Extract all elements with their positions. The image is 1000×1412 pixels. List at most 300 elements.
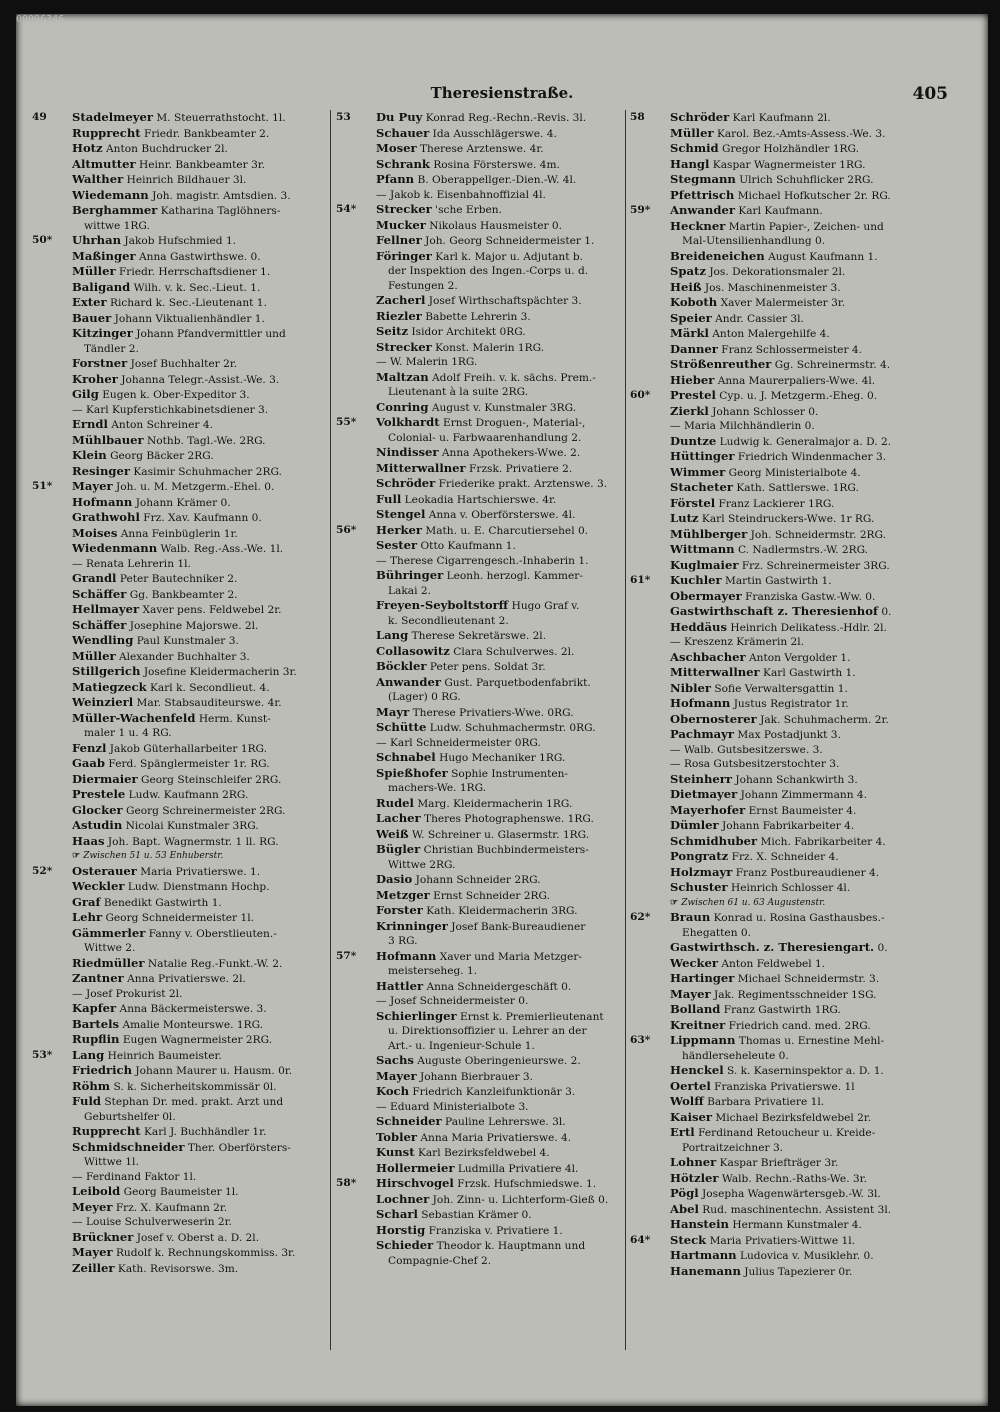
occupation-floor: Friedrich Kanzleifunktionär 3. <box>412 1086 576 1098</box>
house-number: 60* <box>630 389 651 401</box>
occupation-floor: Karl k. Major u. Adjutant b. <box>435 250 583 263</box>
directory-entry <box>32 448 324 464</box>
occupation-floor: S. k. Kaserninspektor a. D. 1. <box>727 1065 884 1077</box>
surname: Obernosterer <box>670 711 757 726</box>
directory-entry <box>630 620 922 636</box>
directory-entry <box>630 311 922 327</box>
surname: Prestele <box>72 787 126 801</box>
occupation-floor: Ludovica v. Musiklehr. 0. <box>739 1250 874 1262</box>
directory-entry <box>336 842 628 858</box>
directory-entry <box>336 249 628 265</box>
entry-continuation: Ehegatten 0. <box>682 926 752 939</box>
surname: Böckler <box>376 659 427 673</box>
directory-entry <box>630 1079 922 1095</box>
occupation-floor: Walb. Rechn.-Raths-We. 3r. <box>721 1172 867 1185</box>
occupation-floor: Julius Tapezierer 0r. <box>744 1265 853 1278</box>
directory-entry <box>32 157 324 173</box>
surname: Pachmayr <box>670 727 735 741</box>
directory-entry <box>32 956 324 972</box>
surname: Bügler <box>376 842 421 856</box>
surname: Sachs <box>376 1053 414 1067</box>
surname: Graf <box>72 894 101 909</box>
column-rule <box>330 110 331 1350</box>
occupation-floor: Anna v. Oberförsterswe. 4l. <box>428 509 576 521</box>
occupation-floor: Jak. Schuhmacherm. 2r. <box>760 713 889 726</box>
occupation-floor: Walb. Reg.-Ass.-We. 1l. <box>160 543 284 555</box>
occupation-floor: Kath. Revisorswe. 3m. <box>117 1262 239 1275</box>
occupation-floor: Josef v. Oberst a. D. 2l. <box>136 1231 260 1244</box>
occupation-floor: Karl Gastwirth 1. <box>763 667 856 679</box>
house-number: 54* <box>336 203 357 215</box>
occupation-floor: Joh. Schneidermstr. 2RG. <box>750 528 886 541</box>
occupation-floor: Georg Baumeister 1l. <box>123 1186 239 1198</box>
occupation-floor: Ernst k. Premierlieutenant <box>459 1010 604 1023</box>
occupation-floor: Michael Hofkutscher 2r. RG. <box>737 189 891 202</box>
occupation-floor: Georg Ministerialbote 4. <box>728 466 861 479</box>
directory-entry <box>32 787 324 803</box>
surname: Hanstein <box>670 1217 729 1231</box>
surname: Stegmann <box>670 172 736 186</box>
occupation-floor: Karol. Bez.-Amts-Assess.-We. 3. <box>716 127 886 140</box>
directory-entry <box>630 434 922 450</box>
surname: Schneider <box>376 1114 442 1128</box>
directory-entry <box>32 495 324 511</box>
surname: Strecker <box>376 202 432 216</box>
directory-entry <box>630 604 922 620</box>
directory-entry <box>336 172 628 188</box>
directory-entry <box>336 1069 628 1085</box>
occupation-floor: Anna Maurerpaliers-Wwe. 4l. <box>717 374 876 387</box>
directory-entry <box>630 650 922 666</box>
surname: Schmid <box>670 141 719 155</box>
surname: Moser <box>376 141 417 155</box>
directory-entry <box>32 295 324 311</box>
directory-entry <box>630 987 922 1003</box>
surname: Kitzinger <box>72 326 133 340</box>
directory-entry <box>32 526 324 542</box>
directory-entry <box>336 1238 628 1254</box>
occupation-floor: Jos. Dekorationsmaler 2l. <box>709 266 846 278</box>
entry-continuation: Wittwe 2RG. <box>388 858 456 871</box>
entry-related-person: — Karl Kupferstichkabinetsdiener 3. <box>72 403 269 416</box>
surname: Bühringer <box>376 568 444 582</box>
directory-entry <box>32 971 324 987</box>
entry-continuation: (Lager) 0 RG. <box>388 691 461 703</box>
occupation-floor: Mich. Fabrikarbeiter 4. <box>760 835 886 848</box>
occupation-floor: Johann Bierbrauer 3. <box>419 1070 534 1083</box>
directory-entry <box>32 803 324 819</box>
surname: Heckner <box>670 218 726 233</box>
directory-page <box>16 14 988 1406</box>
occupation-floor: Sofie Verwaltersgattin 1. <box>714 682 848 695</box>
entry-continuation: Mal-Utensilienhandlung 0. <box>682 235 826 247</box>
surname: Kuglmaier <box>670 557 739 572</box>
occupation-floor: Frz. X. Schneider 4. <box>731 851 839 863</box>
occupation-floor: Joh. Georg Schneidermeister 1. <box>425 235 595 247</box>
occupation-floor: Friedr. Bankbeamter 2. <box>143 127 270 140</box>
occupation-floor: Karl J. Buchhändler 1r. <box>143 1126 267 1138</box>
directory-entry <box>630 219 922 235</box>
surname: Prestel <box>670 388 716 402</box>
occupation-floor: Martin Papier-, Zeichen- und <box>728 220 884 233</box>
directory-entry <box>630 787 922 803</box>
occupation-floor: Johann Schlosser 0. <box>712 405 819 418</box>
directory-entry <box>336 568 628 584</box>
entry-continuation: Portraitzeichner 3. <box>682 1141 784 1154</box>
directory-entry <box>630 527 922 543</box>
entry-related-person: — Walb. Gutsbesitzerswe. 3. <box>670 743 823 756</box>
surname: Hotz <box>72 141 103 155</box>
occupation-floor: Michael Bezirksfeldwebel 2r. <box>715 1111 872 1124</box>
directory-entry <box>630 1125 922 1141</box>
directory-entry <box>336 1207 628 1223</box>
directory-entry <box>630 803 922 819</box>
entry-continuation: k. Secondlieutenant 2. <box>388 614 509 627</box>
surname: Full <box>376 491 402 506</box>
occupation-floor: Johann Viktualienhändler 1. <box>114 312 265 325</box>
surname: Pongratz <box>670 849 729 863</box>
directory-entry <box>32 1048 324 1064</box>
occupation-floor: Theodor k. Hauptmann und <box>436 1240 586 1252</box>
page-number: 405 <box>912 84 948 104</box>
entry-continuation: Wittwe 2. <box>84 942 136 954</box>
directory-entry <box>630 542 922 558</box>
occupation-floor: Thomas u. Ernestine Mehl- <box>738 1035 885 1047</box>
occupation-floor: Rosina Försterswe. 4m. <box>433 158 560 171</box>
directory-entry <box>630 727 922 743</box>
directory-entry <box>32 571 324 587</box>
entry-related-person: — W. Malerin 1RG. <box>376 356 478 368</box>
surname: Riezler <box>376 308 422 323</box>
occupation-floor: Ludmilla Privatiere 4l. <box>457 1162 579 1175</box>
directory-entry <box>32 464 324 480</box>
surname: Freyen-Seyboltstorff <box>376 598 509 612</box>
directory-entry <box>336 705 628 721</box>
directory-entry <box>32 1001 324 1017</box>
directory-entry <box>32 618 324 634</box>
directory-entry <box>336 919 628 935</box>
surname: Erndl <box>72 417 108 431</box>
house-number: 59* <box>630 204 651 216</box>
entry-related-person: — Renata Lehrerin 1l. <box>72 557 191 570</box>
surname: Mayerhofer <box>670 802 746 817</box>
surname: Dasio <box>376 872 413 886</box>
surname: Müller <box>670 125 714 140</box>
directory-entry <box>32 910 324 926</box>
entry-related-person: — Rosa Gutsbesitzerstochter 3. <box>670 758 840 770</box>
entry-related-person: — Kreszenz Krämerin 2l. <box>670 636 805 648</box>
directory-entry <box>32 541 324 557</box>
occupation-floor: Natalie Reg.-Funkt.-W. 2. <box>147 957 283 970</box>
surname: Mühlberger <box>670 526 748 541</box>
directory-entry <box>32 417 324 433</box>
house-number: 52* <box>32 864 53 877</box>
directory-entry <box>336 340 628 356</box>
entry-continuation: Art.- u. Ingenieur-Schule 1. <box>388 1039 535 1052</box>
occupation-floor: Friederike prakt. Arztenswe. 3. <box>438 478 608 490</box>
house-number: 56* <box>336 523 357 536</box>
surname: Hofmann <box>72 494 133 509</box>
entry-continuation: Lakai 2. <box>388 584 431 597</box>
directory-entry <box>336 888 628 904</box>
occupation-floor: Anton Schreiner 4. <box>111 419 213 431</box>
occupation-floor: Anna Privatierswe. 2l. <box>127 973 246 985</box>
entry-related-person: — Therese Cigarrengesch.-Inhaberin 1. <box>376 554 589 567</box>
surname: Schmidschneider <box>72 1139 185 1154</box>
pointing-hand-icon: ☞ <box>72 851 84 861</box>
occupation-floor: Anna Apothekers-Wwe. 2. <box>441 447 581 459</box>
occupation-floor: Johann Schneider 2RG. <box>415 874 541 886</box>
directory-entry <box>32 510 324 526</box>
occupation-floor: Frzsk. Hufschmiedswe. 1. <box>457 1178 597 1190</box>
occupation-floor: Anton Feldwebel 1. <box>721 957 826 970</box>
surname: Spießhofer <box>376 765 448 780</box>
directory-entry <box>32 1245 324 1261</box>
house-number: 50* <box>32 234 53 246</box>
surname: Mayer <box>376 1068 417 1083</box>
surname: Moises <box>72 525 118 540</box>
occupation-floor: Konrad u. Rosina Gasthausbes.- <box>713 912 885 924</box>
surname: Du Puy <box>376 110 423 124</box>
entry-related-person: — Josef Schneidermeister 0. <box>376 995 529 1007</box>
directory-entry <box>630 1171 922 1187</box>
directory-entry <box>32 1124 324 1140</box>
occupation-floor: Fanny v. Oberstlieuten.- <box>148 927 277 940</box>
entry-continuation: Lieutenant à la suite 2RG. <box>388 386 529 398</box>
occupation-floor: Hugo Graf v. <box>511 600 580 612</box>
surname: Koch <box>376 1084 410 1098</box>
entry-continuation: u. Direktionsoffizier u. Lehrer an der <box>388 1025 587 1037</box>
divider-text: Zwischen 51 u. 53 Enhuberstr. <box>83 851 224 861</box>
occupation-floor: Heinrich Bildhauer 3l. <box>126 174 247 186</box>
directory-entry <box>336 523 628 539</box>
directory-entry <box>336 309 628 325</box>
occupation-floor: Andr. Cassier 3l. <box>715 312 804 325</box>
occupation-floor: Heinrich Schlosser 4l. <box>731 882 851 894</box>
directory-entry <box>336 141 628 157</box>
directory-entry <box>336 233 628 249</box>
surname: Uhrhan <box>72 233 122 247</box>
occupation-floor: Johann Schankwirth 3. <box>735 773 858 786</box>
entry-continuation: maler 1 u. 4 RG. <box>84 727 172 739</box>
surname: Wecker <box>670 955 719 970</box>
directory-entry <box>32 664 324 680</box>
surname: Maltzan <box>376 369 429 384</box>
surname: Haas <box>72 833 105 848</box>
occupation-floor: Frz. X. Kaufmann 2r. <box>115 1201 228 1214</box>
occupation-floor: Nikolaus Hausmeister 0. <box>429 219 563 232</box>
directory-entry <box>336 675 628 691</box>
directory-entry <box>336 1145 628 1161</box>
occupation-floor: Georg Bäcker 2RG. <box>110 450 214 462</box>
occupation-floor: Josefine Kleidermacherin 3r. <box>143 666 297 678</box>
directory-entry <box>32 188 324 204</box>
occupation-floor: Anna Gastwirthswe. 0. <box>138 250 261 263</box>
surname: Hüttinger <box>670 449 735 463</box>
directory-entry <box>336 157 628 173</box>
surname: Exter <box>72 295 107 309</box>
entry-related-person: — Jakob k. Eisenbahnoffizial 4l. <box>376 188 546 201</box>
surname: Aschbacher <box>670 649 746 664</box>
entry-continuation: der Inspektion des Ingen.-Corps u. d. <box>388 265 589 277</box>
directory-entry <box>630 126 922 142</box>
directory-entry <box>32 326 324 342</box>
surname: Schauer <box>376 125 430 140</box>
entry-related-person: — Karl Schneidermeister 0RG. <box>376 736 541 749</box>
occupation-floor: Ernst Droguen-, Material-, <box>443 417 586 429</box>
directory-entry <box>630 940 922 956</box>
surname: Pögl <box>670 1186 699 1200</box>
directory-entry <box>336 492 628 508</box>
directory-entry <box>336 644 628 660</box>
surname: Rupprecht <box>72 1124 141 1138</box>
occupation-floor: Jakob Güterhallarbeiter 1RG. <box>109 742 268 755</box>
surname: Schütte <box>376 720 427 734</box>
surname: Heiß <box>670 279 702 294</box>
occupation-floor: Marg. Kleidermacherin 1RG. <box>417 797 573 810</box>
occupation-floor: Heinrich Baumeister. <box>107 1049 222 1062</box>
surname: Zacherl <box>376 293 426 307</box>
surname: Lehr <box>72 910 103 924</box>
surname: Schuster <box>670 880 728 894</box>
surname: Wittmann <box>670 542 735 556</box>
directory-entry <box>336 110 628 126</box>
occupation-floor: Johann Fabrikarbeiter 4. <box>722 820 855 832</box>
directory-entry <box>336 445 628 461</box>
occupation-floor: Anna Feinbüglerin 1r. <box>120 527 238 540</box>
occupation-floor: Nothb. Tagl.-We. 2RG. <box>147 434 266 447</box>
directory-entry <box>32 172 324 188</box>
surname: Föringer <box>376 248 432 263</box>
surname: Müller <box>72 648 116 663</box>
surname: Hattler <box>376 978 424 993</box>
occupation-floor: Eugen k. Ober-Expeditor 3. <box>102 389 250 401</box>
surname: Pfettrisch <box>670 187 735 202</box>
scan-id: 00096346 <box>16 14 65 25</box>
surname: Hieber <box>670 372 715 387</box>
surname: Nindisser <box>376 445 439 459</box>
occupation-floor: Josephine Majorswe. 2l. <box>129 619 259 632</box>
surname: Krinninger <box>376 918 448 933</box>
occupation-floor: Franziska Gastw.-Ww. 0. <box>745 590 876 603</box>
directory-entry <box>336 476 628 492</box>
surname: Röhm <box>72 1078 111 1093</box>
surname: Kapfer <box>72 1001 117 1015</box>
surname: Wiedemann <box>72 187 149 202</box>
occupation-floor: 0. <box>881 606 892 618</box>
occupation-floor: Jakob Hufschmied 1. <box>124 235 237 247</box>
surname: Hanemann <box>670 1263 741 1278</box>
directory-entry <box>32 233 324 249</box>
surname: Danner <box>670 341 718 356</box>
occupation-floor: Ludw. Schuhmachermstr. 0RG. <box>429 722 596 734</box>
surname: Diermaier <box>72 771 138 786</box>
occupation-floor: Amalie Monteurswe. 1RG. <box>122 1018 264 1031</box>
occupation-floor: Kath. Sattlerswe. 1RG. <box>736 482 859 494</box>
surname: Strößenreuther <box>670 357 772 371</box>
occupation-floor: Herm. Kunst- <box>198 712 271 725</box>
surname: Schäffer <box>72 617 127 632</box>
directory-entry <box>32 249 324 265</box>
house-number: 57* <box>336 949 357 962</box>
surname: Forster <box>376 903 423 917</box>
occupation-floor: Nicolai Kunstmaler 3RG. <box>125 820 259 832</box>
surname: Maßinger <box>72 248 136 263</box>
occupation-floor: Auguste Oberingenieurswe. 2. <box>417 1055 581 1067</box>
directory-entry <box>630 1248 922 1264</box>
surname: Henckel <box>670 1063 724 1077</box>
directory-entry <box>630 558 922 574</box>
surname: Schnabel <box>376 750 436 764</box>
directory-entry <box>32 126 324 142</box>
occupation-floor: Ther. Oberförsters- <box>187 1141 291 1154</box>
occupation-floor: Kaspar Wagnermeister 1RG. <box>712 158 866 171</box>
occupation-floor: Franz Gastwirth 1RG. <box>723 1004 841 1016</box>
surname: Heddäus <box>670 619 728 634</box>
directory-entry <box>32 1094 324 1110</box>
surname: Duntze <box>670 433 717 448</box>
surname: Hartinger <box>670 971 735 985</box>
directory-entry <box>32 602 324 618</box>
directory-entry <box>630 772 922 788</box>
occupation-floor: Karl Bezirksfeldwebel 4. <box>417 1147 550 1159</box>
directory-entry <box>336 766 628 782</box>
occupation-floor: 'sche Erben. <box>435 204 502 216</box>
directory-entry <box>630 1018 922 1034</box>
surname: Zierkl <box>670 403 709 418</box>
surname: Collasowitz <box>376 643 450 658</box>
directory-entry <box>630 1033 922 1049</box>
directory-entry <box>630 295 922 311</box>
surname: Resinger <box>72 463 130 478</box>
surname: Gilg <box>72 387 99 401</box>
occupation-floor: Peter Bautechniker 2. <box>119 573 238 585</box>
occupation-floor: Babette Lehrerin 3. <box>425 310 531 323</box>
surname: Schieder <box>376 1238 434 1252</box>
surname: Zantner <box>72 971 124 985</box>
directory-entry <box>630 956 922 972</box>
directory-entry <box>336 218 628 234</box>
directory-entry <box>32 756 324 772</box>
divider-text: Zwischen 61 u. 63 Augustenstr. <box>681 897 826 908</box>
occupation-floor: Gust. Parquetbodenfabrikt. <box>444 676 591 689</box>
directory-entry <box>630 681 922 697</box>
occupation-floor: Jos. Maschinenmeister 3. <box>704 281 841 294</box>
directory-entry <box>630 1202 922 1218</box>
directory-entry <box>630 1110 922 1126</box>
occupation-floor: Anna Maria Privatierswe. 4. <box>420 1131 572 1144</box>
directory-entry <box>336 126 628 142</box>
occupation-floor: Alexander Buchhalter 3. <box>118 650 250 663</box>
house-number: 53* <box>32 1048 53 1061</box>
directory-entry <box>630 1063 922 1079</box>
directory-entry <box>630 280 922 296</box>
directory-entry <box>630 172 922 188</box>
surname: Forstner <box>72 356 128 370</box>
occupation-floor: 0. <box>877 942 888 954</box>
occupation-floor: Ernst Baumeister 4. <box>748 804 857 817</box>
surname: Conring <box>376 399 429 414</box>
surname: Kuchler <box>670 573 722 587</box>
surname: Kreitner <box>670 1017 726 1032</box>
directory-entry <box>630 1094 922 1110</box>
directory-entry <box>32 1230 324 1246</box>
occupation-floor: August v. Kunstmaler 3RG. <box>431 401 577 414</box>
directory-entry <box>630 249 922 265</box>
occupation-floor: Josef Buchhalter 2r. <box>130 358 238 370</box>
occupation-floor: Wilh. v. k. Sec.-Lieut. 1. <box>133 281 261 294</box>
directory-entry <box>630 1233 922 1249</box>
